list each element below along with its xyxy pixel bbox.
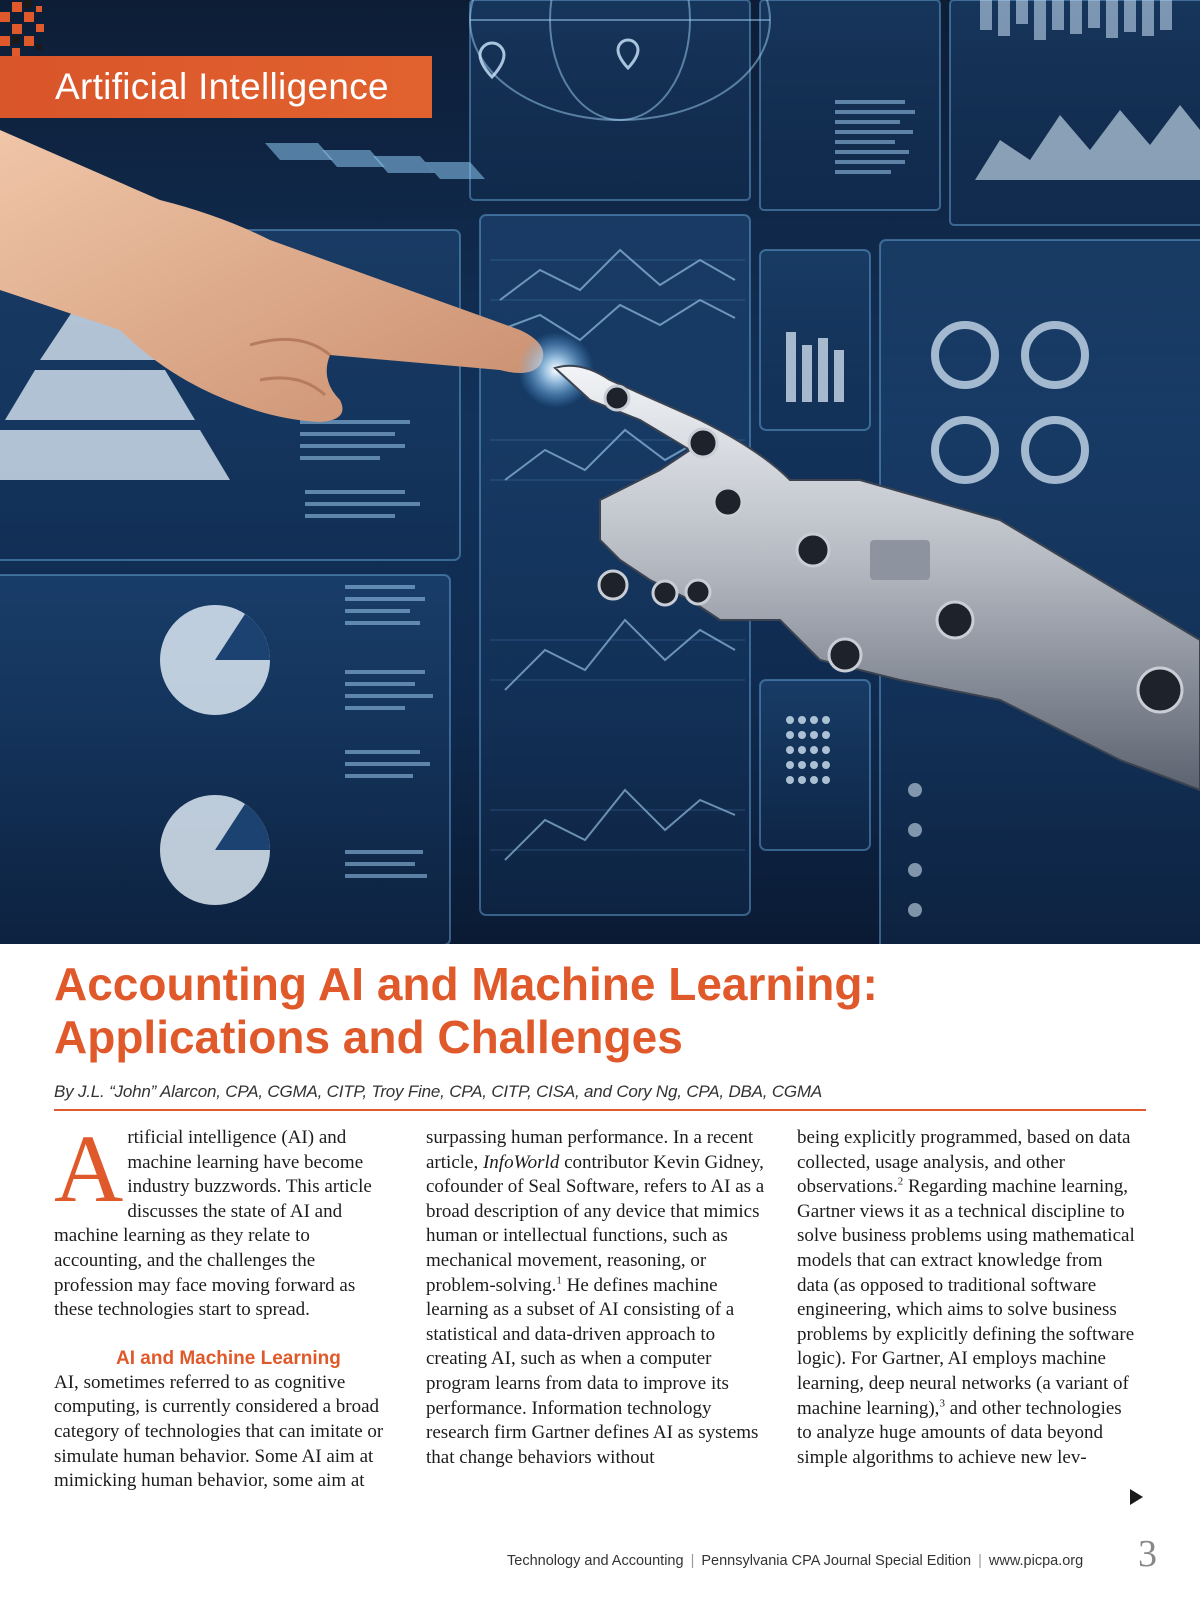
body-word: approach: [625, 1323, 696, 1345]
column-1: [54, 1115, 394, 1494]
body-word: Kevin: [653, 1151, 700, 1173]
body-word: that: [426, 1446, 455, 1468]
footer-website: www.picpa.org: [988, 1553, 1084, 1569]
body-word: computing,: [54, 1396, 141, 1418]
body-word: learning: [426, 1299, 489, 1321]
body-word: AI: [710, 1176, 731, 1198]
body-word: of: [579, 1299, 595, 1321]
body-word: device: [615, 1200, 666, 1222]
body-word: such: [672, 1225, 708, 1247]
body-word: as: [253, 1371, 270, 1393]
body-word: a: [513, 1299, 523, 1321]
body-word: of: [507, 1176, 524, 1198]
body-word: AI: [652, 1422, 673, 1444]
body-word: broad: [426, 1200, 470, 1222]
drop-cap: A: [54, 1115, 124, 1222]
body-word: aim: [326, 1445, 355, 1467]
body-word: as: [735, 1176, 752, 1198]
body-word: without: [596, 1446, 655, 1468]
body-word: or: [690, 1249, 707, 1271]
body-word: from: [545, 1372, 583, 1394]
body-word: defines: [593, 1274, 649, 1296]
body-word: AI,: [54, 1371, 79, 1393]
body-paragraph-2: [797, 1126, 1137, 1470]
body-word: considered: [235, 1396, 318, 1418]
page-footer: [507, 1553, 1083, 1569]
body-word: a: [755, 1176, 765, 1198]
body-word: any: [583, 1200, 612, 1222]
publication-name: InfoWorld: [482, 1151, 560, 1173]
byline: By J.L. “John” Alarcon, CPA, CGMA, CITP, Troy Fine, CPA, CITP, CISA, and Cory Ng, CPA, DBA, CGMA: [54, 1082, 823, 1101]
body-word: as: [493, 1299, 509, 1321]
body-word: behavior,: [197, 1470, 269, 1492]
p2-text-b: Regarding machine learning, Gartner views it as a technical discipline to solve business problems using mathematical models that can extract knowledge from data (as opposed to traditional software engineering, which aims to solve business problems by explicitly defining the software logic). For Gartner, AI employs machine learning, deep neural networks (a variant of machine learning),: [797, 1176, 1135, 1419]
body-word: behaviors: [517, 1446, 592, 1468]
body-word: reasoning,: [606, 1249, 686, 1271]
body-word: aim: [317, 1470, 347, 1492]
body-word: systems: [698, 1422, 759, 1444]
body-word: human: [510, 1127, 563, 1148]
body-word: movement,: [517, 1249, 603, 1271]
intro-text: rtificial intelligence (AI) and machine learning have become industry buzzwords. This article discusses the state of AI and machine learning as they relate to accounting, and the challenges the profession may face moving forward as these technologies start to spread.: [54, 1127, 372, 1321]
body-word: that: [670, 1200, 699, 1222]
body-word: some: [272, 1470, 313, 1492]
body-word: is: [144, 1396, 158, 1418]
body-word: sometimes: [83, 1371, 165, 1393]
footer-publication: Pennsylvania CPA Journal Special Edition: [701, 1553, 972, 1569]
body-word: consisting: [623, 1299, 701, 1321]
body-word: simulate: [54, 1445, 119, 1467]
body-word: description: [474, 1200, 559, 1222]
body-word: Gidney,: [704, 1151, 764, 1173]
body-word: refers: [643, 1176, 688, 1198]
footer-separator: |: [690, 1553, 695, 1569]
body-word: Some: [254, 1445, 298, 1467]
body-word: such: [520, 1348, 556, 1370]
body-word: or: [367, 1420, 384, 1442]
column-3: [797, 1126, 1137, 1470]
footnote-ref-1: 1: [556, 1274, 562, 1287]
footer-section: Technology and Accounting: [507, 1553, 684, 1569]
footer-separator: |: [978, 1553, 982, 1569]
body-word: contributor: [564, 1151, 649, 1173]
headline-rule: [54, 1109, 1146, 1111]
body-word: creating: [426, 1348, 488, 1370]
body-word: that: [245, 1420, 275, 1442]
body-word: Gartner: [531, 1422, 590, 1444]
body-word: In: [672, 1127, 689, 1148]
body-word: technologies: [144, 1420, 241, 1442]
body-word: at: [359, 1445, 374, 1467]
body-word: or: [482, 1225, 499, 1247]
body-word: its: [710, 1372, 729, 1394]
body-word: data: [586, 1372, 619, 1394]
body-word: human: [123, 1445, 175, 1467]
body-word: referred: [169, 1371, 230, 1393]
body-word: performance.: [567, 1127, 669, 1148]
p2-text-a: being explicitly programmed, based on data collected, usage analysis, and other observations.: [797, 1127, 1131, 1198]
body-word: machine: [653, 1274, 718, 1296]
body-word: AI: [301, 1445, 322, 1467]
footnote-ref-3: 3: [939, 1397, 945, 1410]
body-word: cofounder: [426, 1176, 504, 1198]
body-word: AI,: [490, 1348, 516, 1370]
section-tag-label: Artificial Intelligence: [55, 66, 389, 107]
body-word: article,: [426, 1151, 479, 1173]
body-word: intellectual: [503, 1225, 588, 1247]
column-2: [426, 1126, 766, 1470]
pixel-mark-icon: [0, 0, 48, 60]
body-word: broad: [335, 1396, 380, 1418]
body-word: improve: [642, 1372, 707, 1394]
body-word: recent: [706, 1127, 754, 1148]
body-word: technology: [627, 1397, 712, 1419]
body-paragraph-1-part-a: [54, 1371, 394, 1494]
body-word: to: [234, 1371, 250, 1393]
body-word: behavior.: [179, 1445, 250, 1467]
body-word: a: [725, 1299, 735, 1321]
body-word: firm: [494, 1422, 527, 1444]
body-word: to: [700, 1323, 716, 1345]
p2-text-c: and other technologies to analyze huge amounts of data beyond simple algorithms to achieve new lev-: [797, 1397, 1122, 1468]
body-word: AI: [598, 1299, 619, 1321]
body-word: surpassing: [426, 1127, 507, 1148]
body-word: performance.: [426, 1397, 527, 1419]
body-word: mimics: [703, 1200, 760, 1222]
body-word: subset: [526, 1299, 575, 1321]
body-word: Software,: [565, 1176, 640, 1198]
body-word: and: [502, 1323, 530, 1345]
body-word: defines: [594, 1422, 650, 1444]
body-word: a: [693, 1127, 702, 1148]
continue-arrow-icon: [1130, 1489, 1143, 1505]
body-word: a: [322, 1396, 332, 1418]
body-word: a: [626, 1348, 635, 1370]
body-word: of: [705, 1299, 722, 1321]
body-word: as: [677, 1422, 694, 1444]
body-word: to: [623, 1372, 639, 1394]
body-word: mimicking: [54, 1470, 137, 1492]
body-word: He: [566, 1274, 589, 1296]
body-word: when: [580, 1348, 622, 1370]
subhead-ai-machine-learning: AI and Machine Learning: [116, 1347, 341, 1369]
body-word: Seal: [528, 1176, 562, 1198]
body-word: problem-solving.: [426, 1274, 557, 1296]
article-headline: Accounting AI and Machine Learning: Applications and Challenges: [54, 958, 878, 1063]
footnote-ref-2: 2: [897, 1175, 904, 1188]
body-paragraph-1-part-b: [426, 1126, 766, 1470]
body-word: change: [459, 1446, 514, 1468]
body-word: human: [141, 1470, 193, 1492]
body-word: data-driven: [534, 1323, 622, 1345]
body-word: research: [426, 1422, 490, 1444]
body-word: human: [426, 1225, 478, 1247]
body-word: learns: [495, 1372, 541, 1394]
intro-paragraph: [54, 1115, 394, 1323]
body-word: functions,: [592, 1225, 668, 1247]
body-word: as: [712, 1225, 728, 1247]
body-word: as: [560, 1348, 576, 1370]
body-word: program: [426, 1372, 491, 1394]
section-tag: [0, 56, 432, 118]
body-word: computer: [639, 1348, 712, 1370]
body-word: statistical: [426, 1323, 498, 1345]
body-word: currently: [162, 1396, 231, 1418]
body-word: at: [350, 1470, 365, 1492]
body-word: of: [124, 1420, 140, 1442]
page-number: 3: [1138, 1533, 1157, 1575]
body-word: of: [563, 1200, 580, 1222]
body-word: to: [691, 1176, 707, 1198]
body-word: imitate: [309, 1420, 363, 1442]
body-word: can: [278, 1420, 306, 1442]
body-word: mechanical: [426, 1249, 513, 1271]
body-word: category: [54, 1420, 120, 1442]
body-word: Information: [531, 1397, 623, 1419]
body-word: cognitive: [274, 1371, 346, 1393]
